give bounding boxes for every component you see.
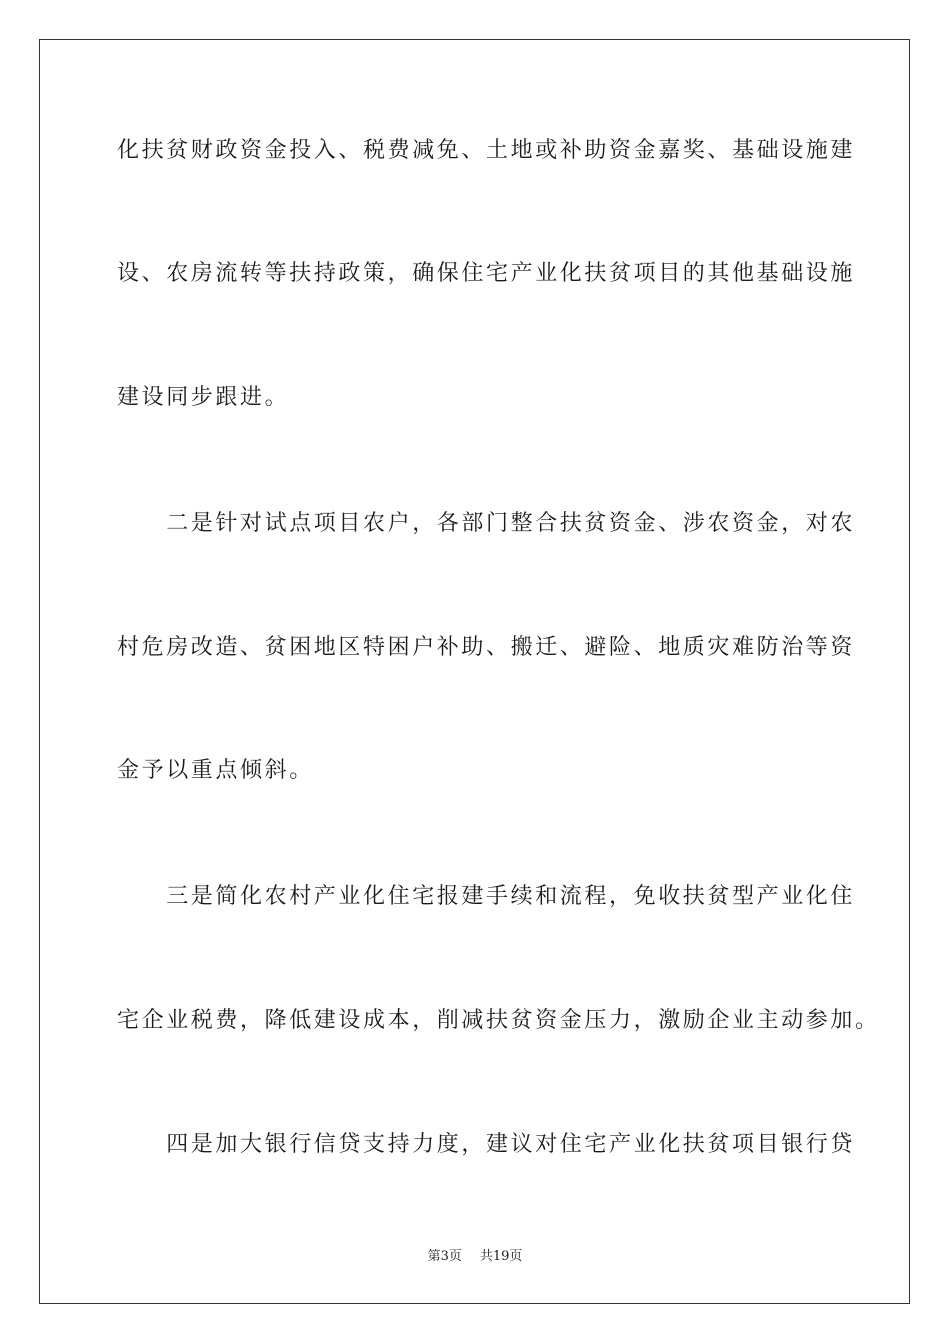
page-total: 共19页 bbox=[479, 1249, 523, 1264]
text-line: 设、农房流转等扶持政策，确保住宅产业化扶贫项目的其他基础设施 bbox=[117, 261, 856, 286]
text-line: 建设同步跟进。 bbox=[117, 385, 290, 410]
text-line: 化扶贫财政资金投入、税费减免、土地或补助资金嘉奖、基础设施建 bbox=[117, 138, 856, 163]
page-footer bbox=[0, 1248, 950, 1266]
text-line: 三是简化农村产业化住宅报建手续和流程，免收扶贫型产业化住 bbox=[117, 884, 856, 909]
text-line: 村危房改造、贫困地区特困户补助、搬迁、避险、地质灾难防治等资 bbox=[117, 635, 856, 660]
text-line: 二是针对试点项目农户，各部门整合扶贫资金、涉农资金，对农 bbox=[117, 511, 856, 536]
text-line: 四是加大银行信贷支持力度，建议对住宅产业化扶贫项目银行贷 bbox=[117, 1132, 856, 1157]
text-line: 宅企业税费，降低建设成本，削减扶贫资金压力，激励企业主动参加。 bbox=[117, 1008, 880, 1033]
page-number: 第3页 bbox=[427, 1249, 462, 1264]
text-line: 金予以重点倾斜。 bbox=[117, 758, 314, 783]
page-border bbox=[39, 39, 910, 1304]
